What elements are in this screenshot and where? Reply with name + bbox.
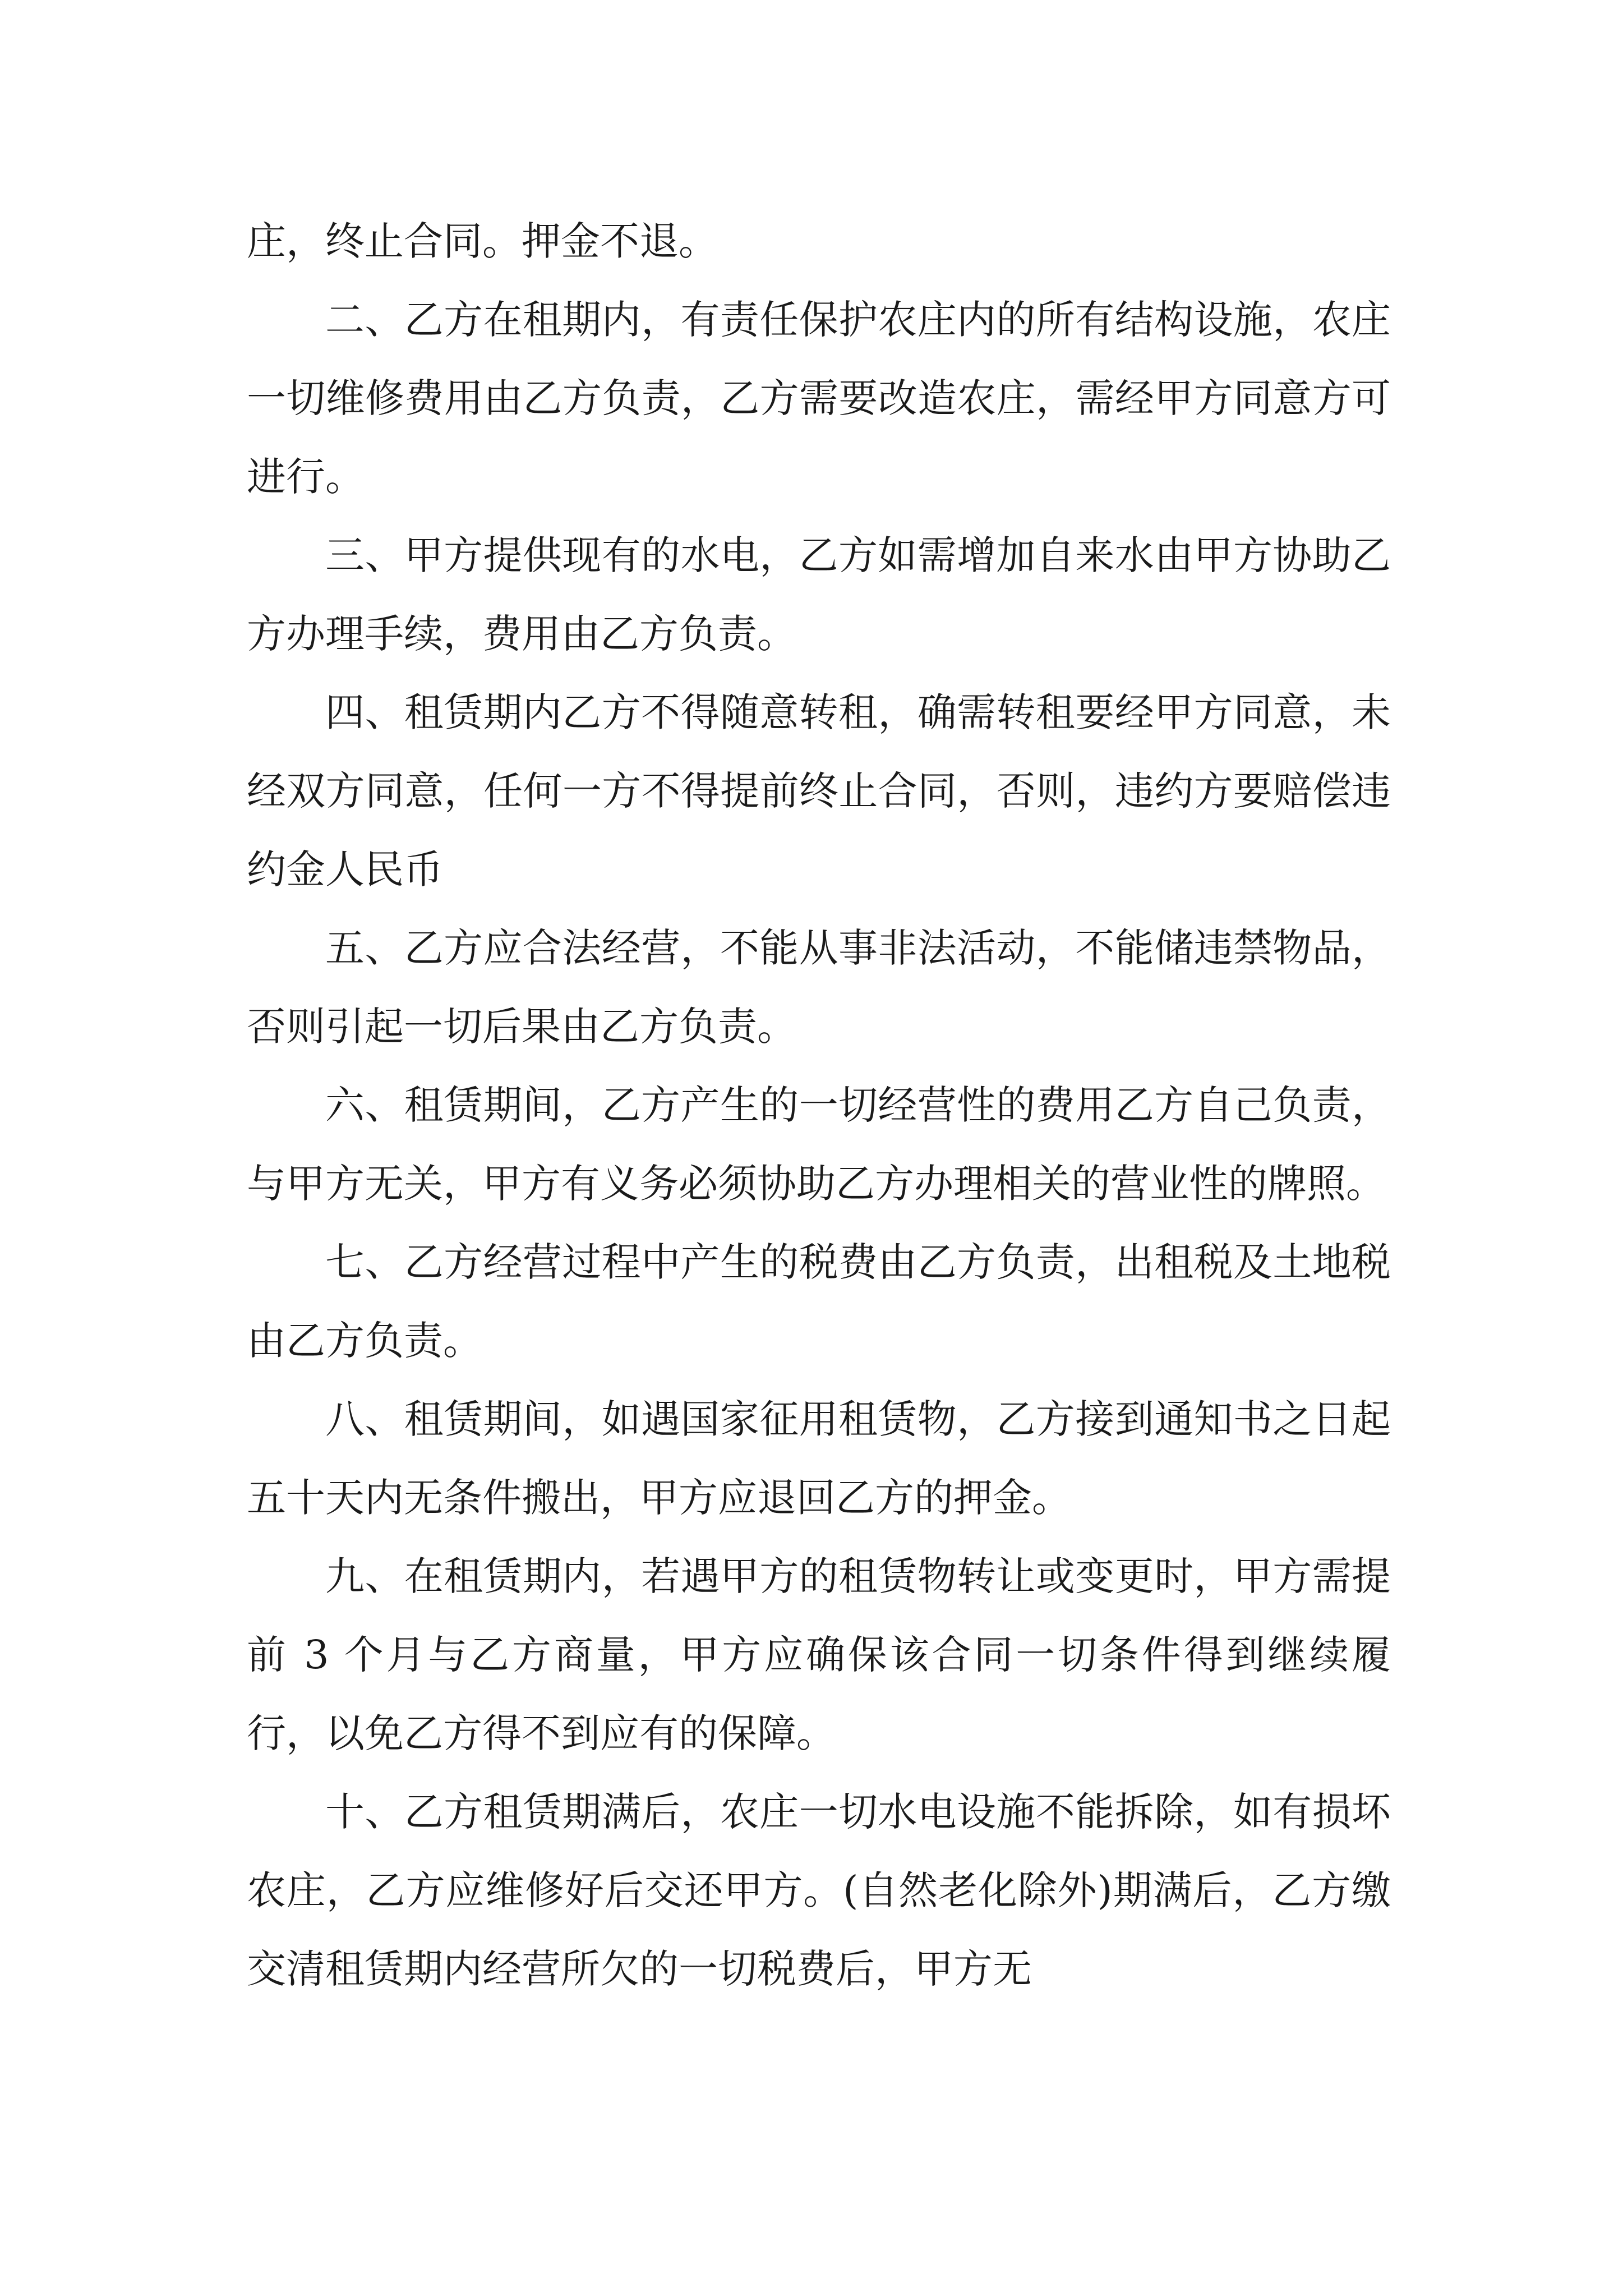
- clause-2: 二、乙方在租期内，有责任保护农庄内的所有结构设施，农庄一切维修费用由乙方负责，乙方需要改造农庄，需经甲方同意方可进行。: [247, 297, 1391, 500]
- clause-8: 八、租赁期间，如遇国家征用租赁物，乙方接到通知书之日起五十天内无条件搬出，甲方应退回乙方的押金。: [247, 1396, 1391, 1521]
- paragraph-continuation: 庄，终止合同。押金不退。: [247, 218, 718, 264]
- clause-9: 九、在租赁期内，若遇甲方的租赁物转让或变更时，甲方需提前 3 个月与乙方商量，甲方应确保该合同一切条件得到继续履行，以免乙方得不到应有的保障。: [247, 1553, 1391, 1756]
- contract-body: [247, 202, 1391, 2008]
- clause-6: 六、租赁期间，乙方产生的一切经营性的费用乙方自己负责，与甲方无关，甲方有义务必须协助乙方办理相关的营业性的牌照。: [247, 1082, 1391, 1207]
- clause-5: 五、乙方应合法经营，不能从事非法活动，不能储违禁物品，否则引起一切后果由乙方负责。: [247, 925, 1391, 1050]
- clause-7: 七、乙方经营过程中产生的税费由乙方负责，出租税及土地税由乙方负责。: [247, 1239, 1391, 1364]
- clause-4: 四、租赁期内乙方不得随意转租，确需转租要经甲方同意，未经双方同意，任何一方不得提前终止合同，否则，违约方要赔偿违约金人民币: [247, 689, 1391, 892]
- clause-10: 十、乙方租赁期满后，农庄一切水电设施不能拆除，如有损坏农庄，乙方应维修好后交还甲方。(自然老化除外)期满后，乙方缴交清租赁期内经营所欠的一切税费后，甲方无: [247, 1789, 1391, 1992]
- clause-3: 三、甲方提供现有的水电，乙方如需增加自来水由甲方协助乙方办理手续，费用由乙方负责。: [247, 532, 1391, 657]
